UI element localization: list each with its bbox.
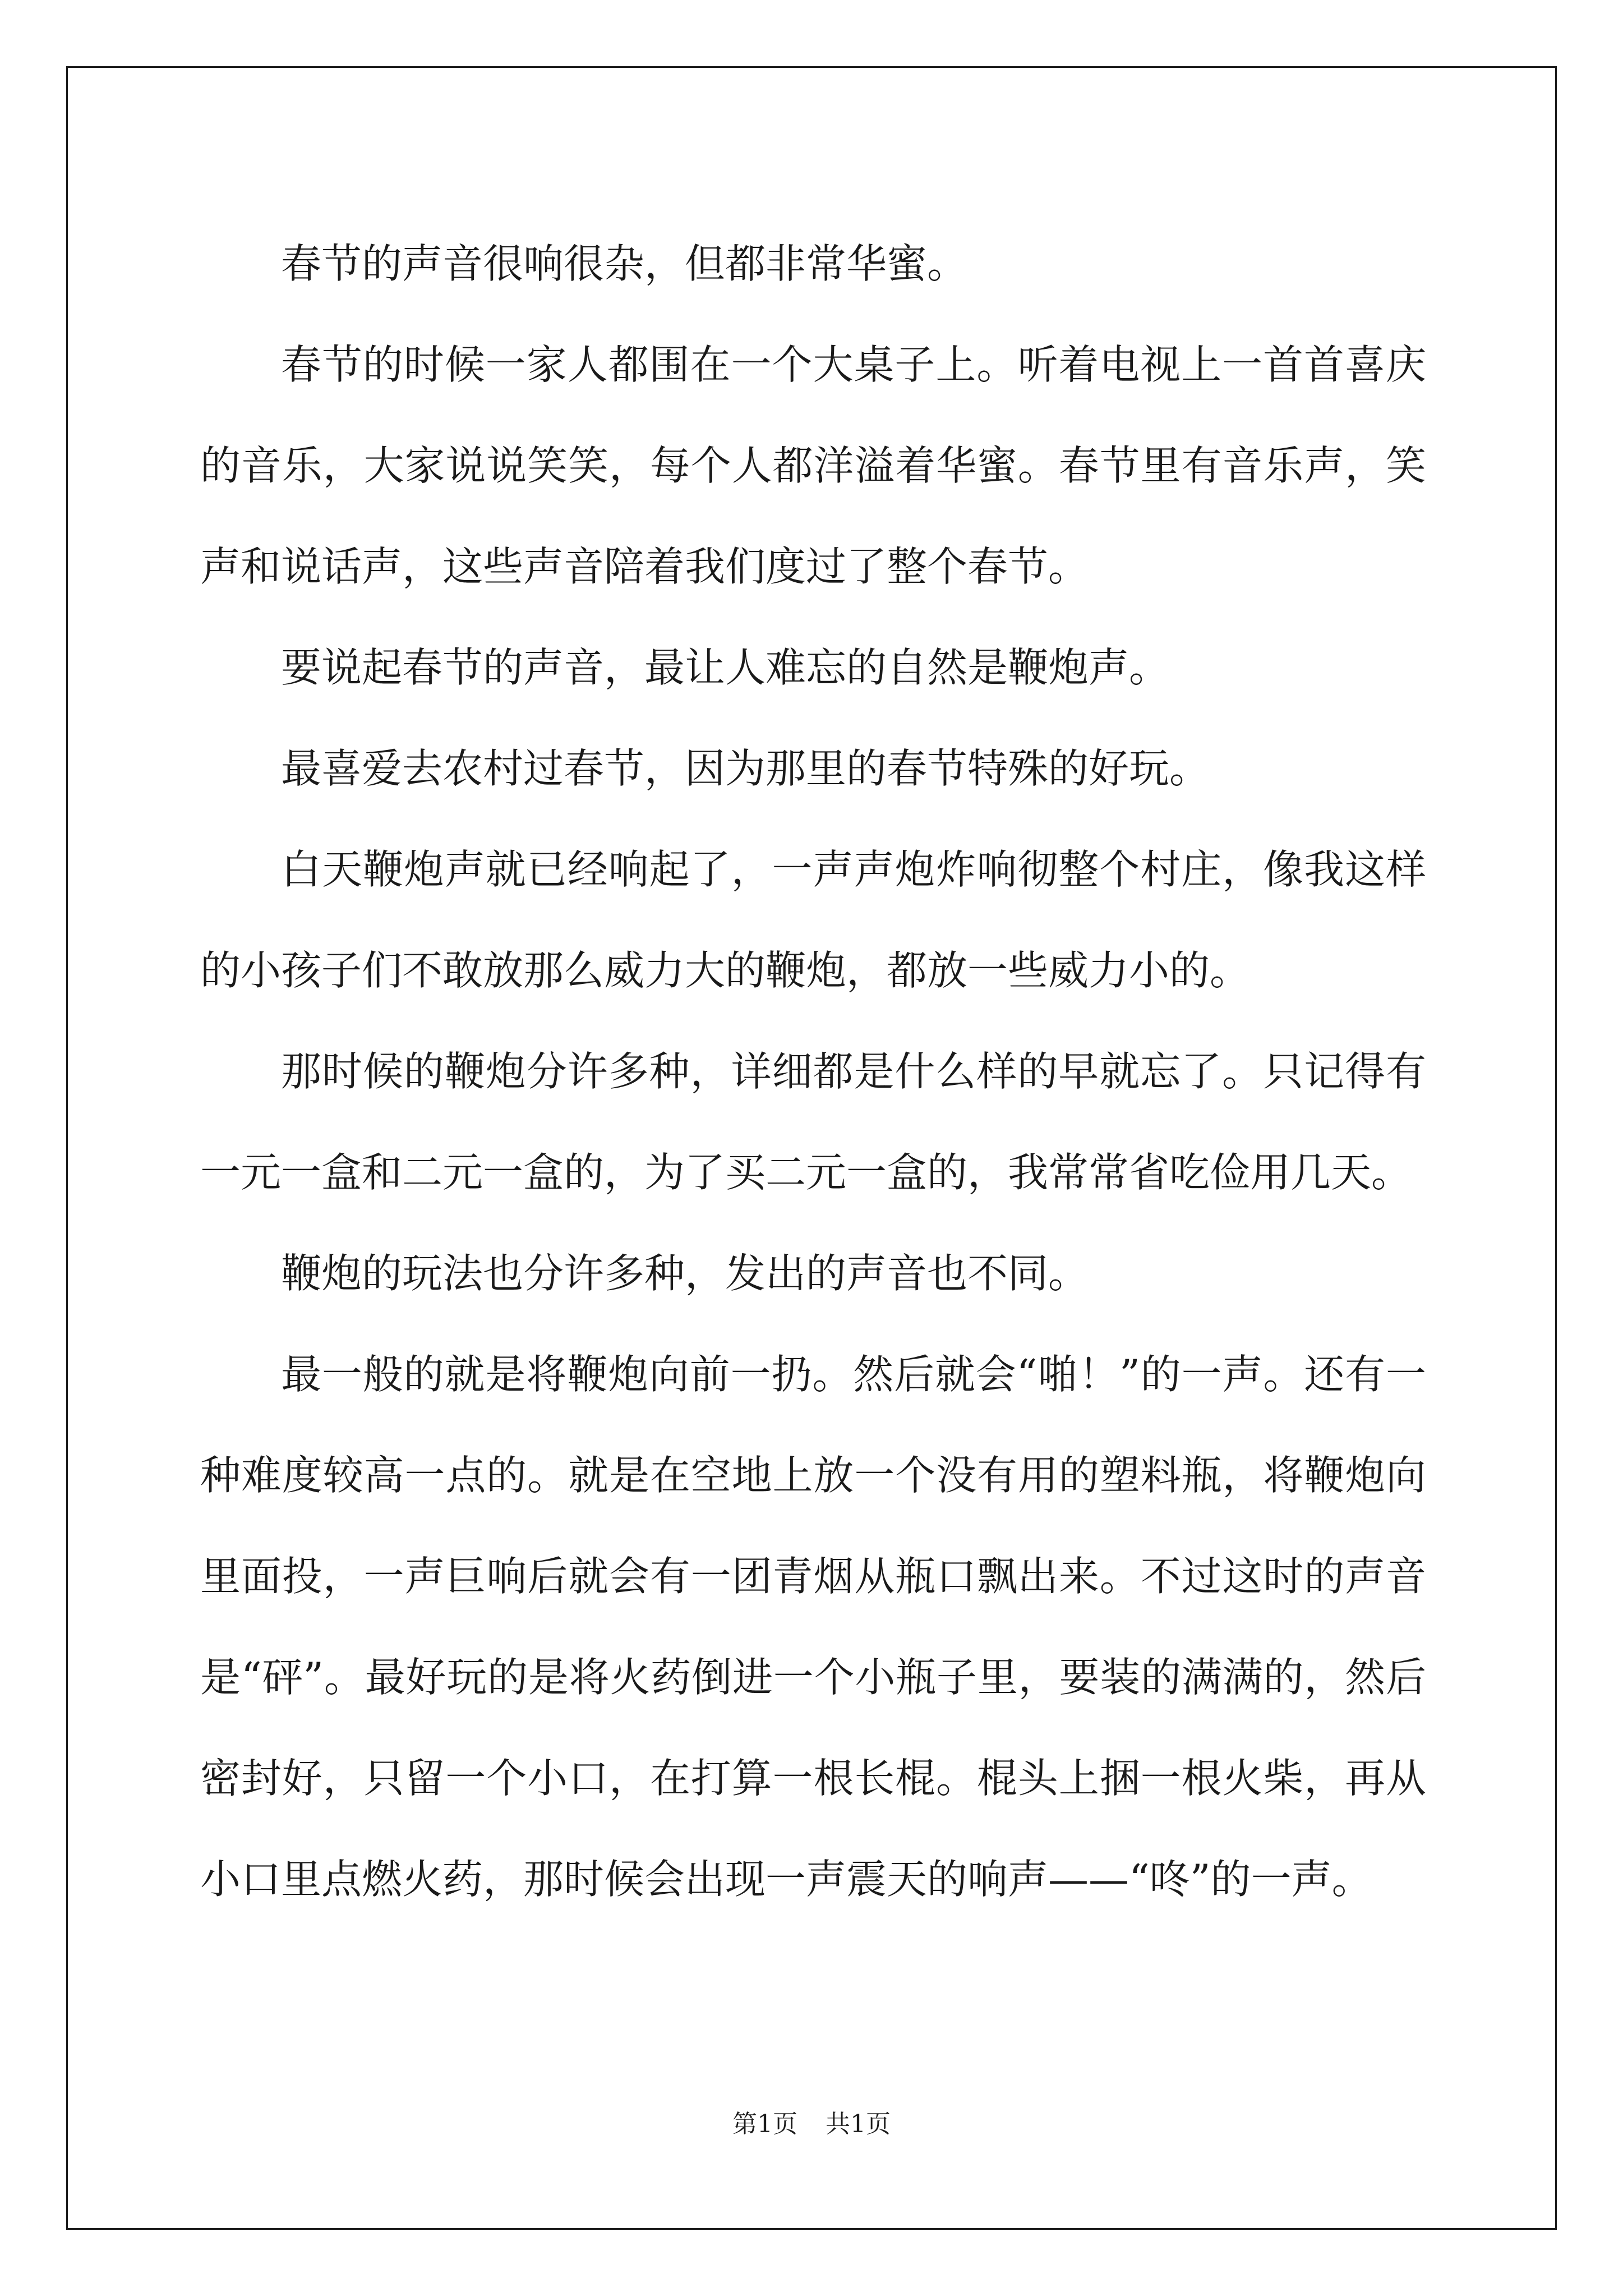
paragraph: 那时候的鞭炮分许多种，详细都是什么样的早就忘了。只记得有一元一盒和二元一盒的，为了买二元一盒的，我常常省吃俭用几天。 (200, 1048, 1426, 1196)
page-total: 共1页 (826, 2110, 891, 2138)
page-footer (0, 2104, 1623, 2139)
paragraph: 白天鞭炮声就已经响起了，一声声炮炸响彻整个村庄，像我这样的小孩子们不敢放那么威力大的鞭炮，都放一些威力小的。 (200, 846, 1426, 994)
paragraph: 最一般的就是将鞭炮向前一扔。然后就会“啪！”的一声。还有一种难度较高一点的。就是在空地上放一个没有用的塑料瓶，将鞭炮向里面投，一声巨响后就会有一团青烟从瓶口飘出来。不过这时的声音是“砰”。最好玩的是将火药倒进一个小瓶子里，要装的满满的，然后密封好，只留一个小口，在打算一根长棍。棍头上捆一根火柴，再从小口里点燃火药，那时候会出现一声震天的响声——“咚”的一声。 (200, 1351, 1426, 1903)
page-number: 第1页 (732, 2110, 797, 2138)
paragraph: 最喜爱去农村过春节，因为那里的春节特殊的好玩。 (281, 745, 1210, 792)
paragraph: 春节的声音很响很杂，但都非常华蜜。 (281, 240, 968, 287)
paragraph: 要说起春节的声音，最让人难忘的自然是鞭炮声。 (281, 644, 1170, 691)
paragraph: 春节的时候一家人都围在一个大桌子上。听着电视上一首首喜庆的音乐，大家说说笑笑，每个人都洋溢着华蜜。春节里有音乐声，笑声和说话声，这些声音陪着我们度过了整个春节。 (200, 341, 1426, 590)
document-body (200, 213, 1426, 1930)
paragraph: 鞭炮的玩法也分许多种，发出的声音也不同。 (281, 1250, 1089, 1297)
